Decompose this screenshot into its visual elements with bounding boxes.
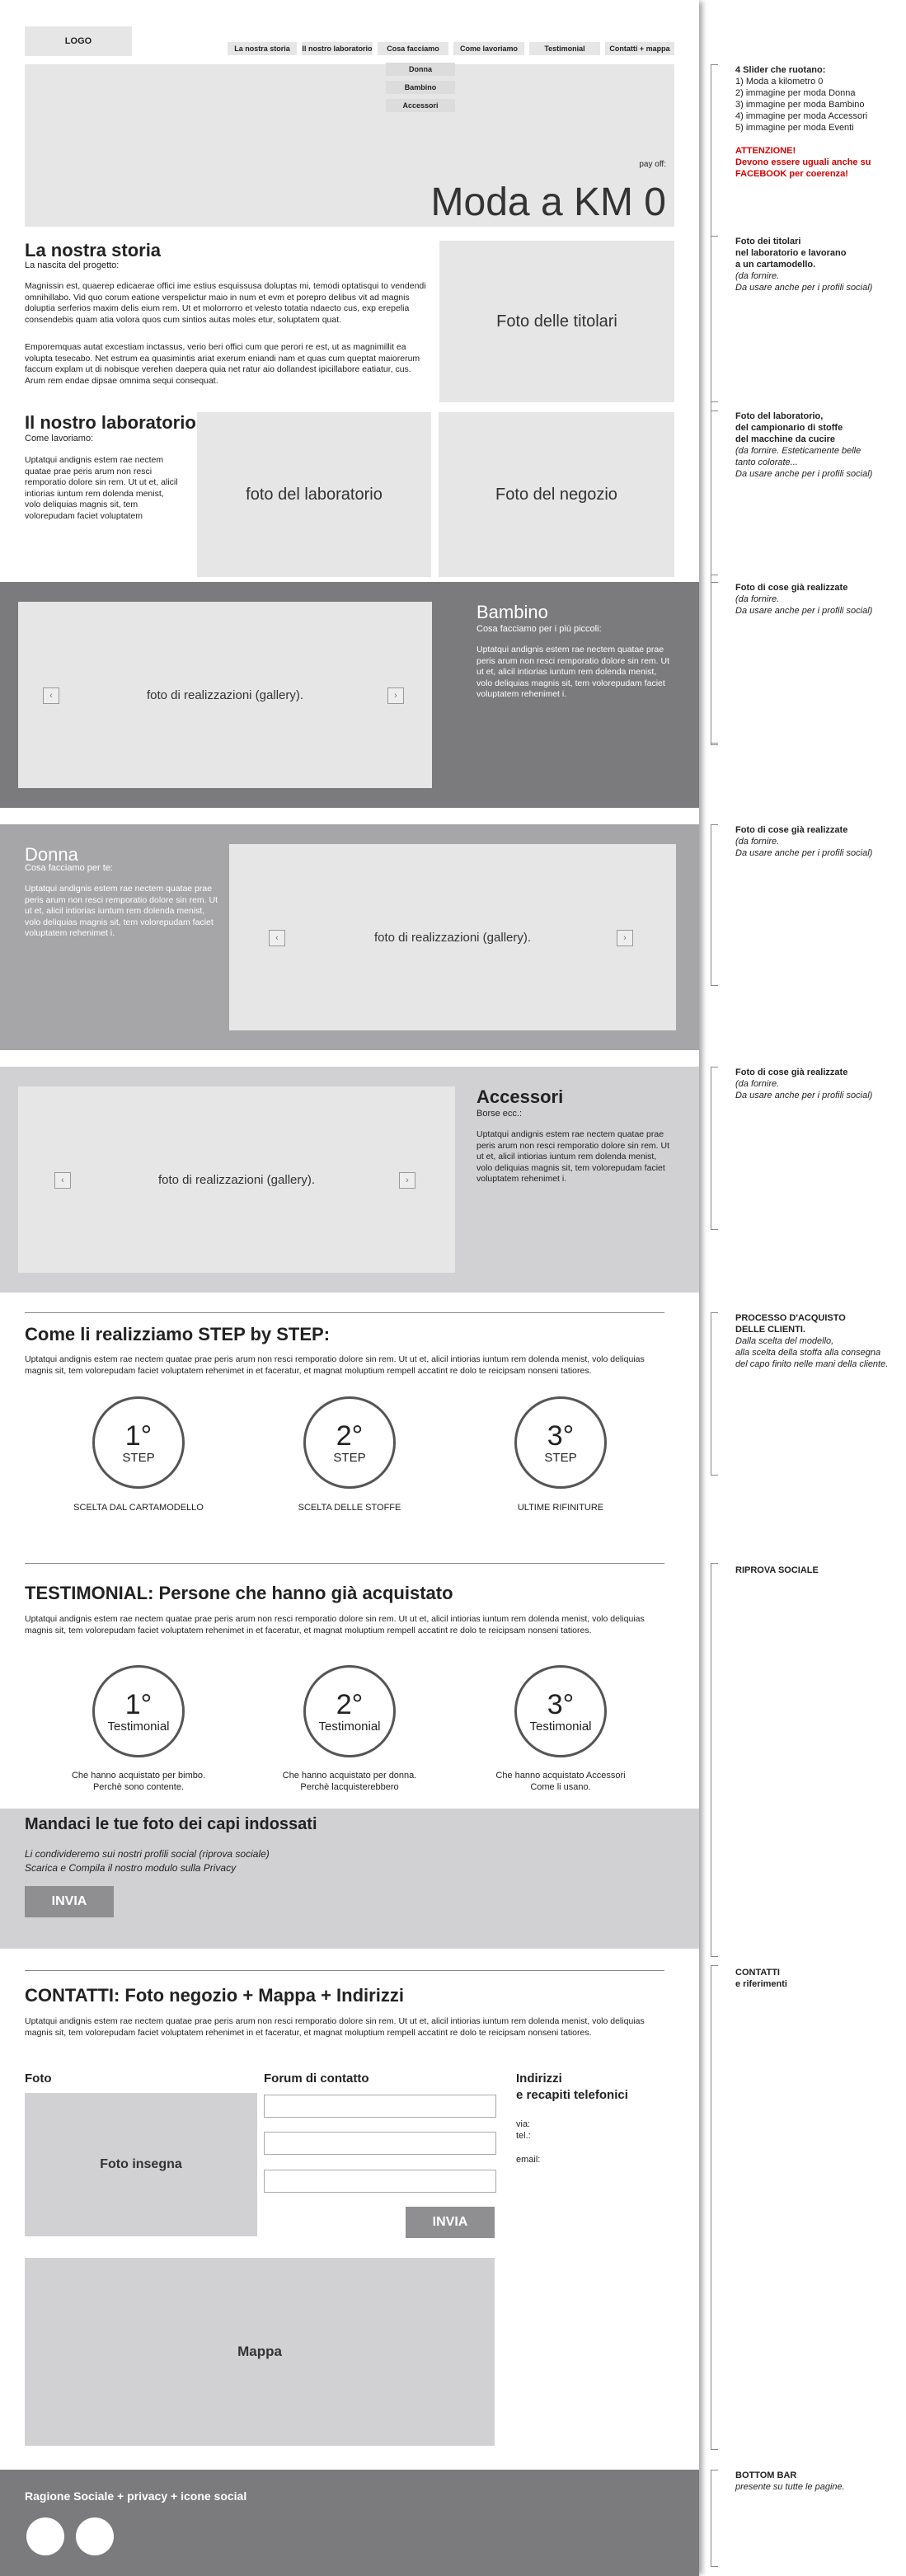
accessori-title: Accessori — [476, 1086, 564, 1107]
testimonial-1-number: 1° — [124, 1688, 153, 1720]
nav-la-nostra-storia[interactable]: La nostra storia — [228, 42, 297, 55]
photo-titolari: Foto delle titolari — [439, 241, 674, 402]
annotation-accessori — [735, 1067, 872, 1101]
social-icon[interactable] — [26, 2517, 64, 2555]
step-2-number: 2° — [336, 1419, 364, 1452]
donna-section — [0, 824, 699, 1050]
hero-title: Moda a KM 0 — [430, 181, 666, 224]
annotation-titolari — [735, 236, 872, 293]
annotation-line: (da fornire. — [735, 271, 780, 281]
testimonial-2-circle — [303, 1665, 396, 1757]
testimonial-1-circle — [92, 1665, 185, 1757]
upload-section — [0, 1809, 699, 1949]
step-3-label: STEP — [544, 1450, 577, 1465]
chevron-right-icon[interactable]: › — [399, 1172, 415, 1189]
annotation-warning-2: Devono essere uguali anche su — [735, 157, 871, 167]
step-2-circle — [303, 1396, 396, 1489]
accessori-subtitle: Borse ecc.: — [476, 1109, 523, 1119]
chevron-left-icon[interactable]: ‹ — [54, 1172, 71, 1189]
annotation-line: Dalla scelta del modello, — [735, 1336, 834, 1346]
photo-laboratorio: foto del laboratorio — [197, 412, 431, 577]
footer-text: Ragione Sociale + privacy + icone social — [25, 2489, 247, 2503]
step-2-label: STEP — [333, 1450, 366, 1465]
annotation-line: Da usare anche per i profili social) — [735, 469, 873, 479]
upload-title: Mandaci le tue foto dei capi indossati — [25, 1815, 317, 1833]
laboratorio-body: Uptatqui andignis estem rae nectem quatae prae peris arum non resci remporatio dolore sin rem. Ut ut et, alicil intiorias iuntum rem dolenda menist, volo deliquias magnis sit, tem volorepudam faciet voluptatem — [25, 455, 178, 521]
testimonial-3-caption-line1: Che hanno acquistato Accessori — [495, 1771, 626, 1781]
testimonial-body: Uptatqui andignis estem rae nectem quatae prae peris arum non resci remporatio dolore sin rem. Ut ut et, alicil intiorias iuntum rem dolenda menist, volo deliquias magnis sit, tem volorepudam faciet voluptatem rehenimet in et faceratur, et magnat moluptium rempell accatint re dolo te reicipsam nonseni tatiores. — [25, 1614, 645, 1635]
social-icon[interactable] — [76, 2517, 114, 2555]
annotation-line: Foto dei titolari — [735, 237, 801, 246]
storia-title: La nostra storia — [25, 240, 162, 260]
bambino-title: Bambino — [476, 602, 548, 622]
contatti-body: Uptatqui andignis estem rae nectem quatae prae peris arum non resci remporatio dolore sin rem. Ut ut et, alicil intiorias iuntum rem dolenda menist, volo deliquias magnis sit, tem volorepudam faciet voluptatem rehenimet in et faceratur, et magnat moluptium rempell accatint re dolo te reicipsam nonseni tatiores. — [25, 2016, 645, 2038]
annotation-line: e riferimenti — [735, 1979, 787, 1989]
nav-contatti-mappa[interactable]: Contatti + mappa — [605, 42, 674, 55]
annotation-line: (da fornire. — [735, 837, 780, 847]
addr-title-2: e recapiti telefonici — [516, 2088, 628, 2102]
annotation-line: Da usare anche per i profili social) — [735, 606, 873, 616]
annotation-line: (da fornire. — [735, 1079, 780, 1089]
testimonial-title: TESTIMONIAL: Persone che hanno già acquistato — [25, 1583, 453, 1603]
donna-gallery-label: foto di realizzazioni (gallery). — [373, 930, 532, 945]
annotation-slider-line: 4) immagine per moda Accessori — [735, 111, 868, 121]
annotation-slider-title: 4 Slider che ruotano: — [735, 65, 826, 75]
nav-testimonial[interactable]: Testimonial — [529, 42, 600, 55]
annotation-line: Foto di cose già realizzate — [735, 583, 848, 593]
bambino-gallery-label: foto di realizzazioni (gallery). — [146, 687, 304, 702]
annotation-bambino — [735, 582, 872, 617]
bambino-section — [0, 582, 699, 808]
donna-subtitle: Cosa facciamo per te: — [25, 863, 113, 873]
testimonial-2-number: 2° — [336, 1688, 364, 1720]
annotation-bracket — [711, 2470, 718, 2567]
testimonial-3-circle — [514, 1665, 607, 1757]
annotation-line: Da usare anche per i profili social) — [735, 283, 873, 293]
annotation-line: del campionario di stoffe — [735, 423, 843, 433]
donna-body: Uptatqui andignis estem rae nectem quatae prae peris arum non resci remporatio dolore sin rem. Ut ut et, alicil intiorias iuntum rem dolenda menist, volo deliquias magnis sit, tem volorepudam faciet voluptatem rehenimet i. — [25, 884, 218, 938]
contact-submit-button[interactable]: INVIA — [406, 2207, 495, 2238]
step-3-circle — [514, 1396, 607, 1489]
divider — [25, 1970, 664, 1971]
step-1-circle — [92, 1396, 185, 1489]
foto-label: Foto — [25, 2072, 52, 2086]
step-3-number: 3° — [547, 1419, 575, 1452]
annotation-laboratorio — [735, 411, 872, 480]
annotation-bracket — [711, 824, 718, 986]
annotation-line: alla scelta della stoffa alla consegna — [735, 1348, 881, 1358]
nav-come-lavoriamo[interactable]: Come lavoriamo — [453, 42, 524, 55]
annotation-warning-3: FACEBOOK per coerenza! — [735, 169, 848, 179]
laboratorio-title: Il nostro laboratorio — [25, 412, 196, 433]
upload-line-2: Scarica e Compila il nostro modulo sulla Privacy — [25, 1862, 237, 1874]
accessori-body: Uptatqui andignis estem rae nectem quatae prae peris arum non resci remporatio dolore sin rem. Ut ut et, alicil intiorias iuntum rem dolenda menist, volo deliquias magnis sit, tem volorepudam faciet voluptatem rehenimet i. — [476, 1129, 670, 1184]
foto-insegna: Foto insegna — [25, 2093, 257, 2236]
annotation-line: Foto di cose già realizzate — [735, 1067, 848, 1077]
submenu-donna[interactable]: Donna — [386, 63, 455, 76]
annotation-donna — [735, 824, 872, 859]
annotation-line: Foto di cose già realizzate — [735, 825, 848, 835]
testimonial-2-caption — [261, 1770, 439, 1793]
annotation-contatti — [735, 1967, 787, 1990]
upload-line-1: Li condivideremo sui nostri profili social (riprova sociale) — [25, 1848, 270, 1860]
annotation-slider — [735, 64, 871, 180]
chevron-right-icon[interactable]: › — [617, 930, 633, 946]
divider — [25, 1312, 664, 1313]
annotation-line: del capo finito nelle mani della cliente. — [735, 1359, 889, 1369]
annotation-warning-1: ATTENZIONE! — [735, 146, 796, 156]
logo[interactable]: LOGO — [25, 26, 132, 56]
annotation-line: (da fornire. — [735, 594, 780, 604]
bottom-bar — [0, 2470, 699, 2576]
form-label: Forum di contatto — [264, 2072, 369, 2086]
testimonial-2-caption-line2: Perchè lacquisterebbero — [300, 1782, 399, 1792]
annotation-bracket — [711, 1965, 718, 2450]
bambino-subtitle: Cosa facciamo per i più piccoli: — [476, 624, 602, 634]
addr-tel: tel.: — [516, 2131, 531, 2141]
testimonial-1-label: Testimonial — [107, 1719, 170, 1734]
annotation-line: Foto del laboratorio, — [735, 411, 824, 421]
donna-title: Donna — [25, 844, 78, 865]
annotation-slider-line: 2) immagine per moda Donna — [735, 88, 856, 98]
annotation-line: a un cartamodello. — [735, 260, 816, 270]
storia-paragraph-2: Emporemquas autat excestiam inctassus, verio beri offici cum que perori re est, ut as magnimillit ea volupta tesecabo. Net estrum ea quasimintis ariat exerum eniandi nam et quas cum queptat maiorerum faccum explam ut di nobisque verehen daepera quia net ratur aio dollandest ipicillabore eatiatur, cus. Arum rem endae dipsae omnima sequi consequat. — [25, 342, 420, 386]
annotation-bracket — [711, 582, 718, 744]
chevron-left-icon[interactable]: ‹ — [269, 930, 285, 946]
annotation-line: PROCESSO D'ACQUISTO — [735, 1313, 846, 1323]
step-2-caption: SCELTA DELLE STOFFE — [298, 1503, 401, 1513]
annotation-slider-line: 5) immagine per moda Eventi — [735, 123, 854, 133]
hero-slider[interactable] — [25, 64, 674, 227]
annotation-bracket — [711, 236, 718, 402]
testimonial-1-caption-line2: Perchè sono contente. — [92, 1782, 185, 1792]
annotation-line: del macchine da cucire — [735, 434, 836, 444]
testimonial-1-caption-line1: Che hanno acquistato per bimbo. — [71, 1771, 206, 1781]
storia-subtitle: La nascita del progetto: — [25, 260, 120, 270]
steps-title: Come li realizziamo STEP by STEP: — [25, 1324, 331, 1344]
annotation-riprova — [735, 1565, 819, 1576]
step-1-label: STEP — [122, 1450, 155, 1465]
annotation-line: RIPROVA SOCIALE — [735, 1565, 819, 1575]
accessori-gallery-label: foto di realizzazioni (gallery). — [157, 1172, 316, 1187]
step-1-caption: SCELTA DAL CARTAMODELLO — [73, 1503, 204, 1513]
annotation-slider-line: 1) Moda a kilometro 0 — [735, 77, 824, 87]
step-1-number: 1° — [124, 1419, 153, 1452]
bambino-gallery[interactable] — [18, 602, 432, 788]
contact-input-3[interactable] — [264, 2170, 496, 2193]
submenu-accessori[interactable]: Accessori — [386, 99, 455, 112]
addr-via: via: — [516, 2119, 531, 2129]
upload-submit-button[interactable]: INVIA — [25, 1886, 114, 1917]
testimonial-3-caption — [472, 1770, 650, 1793]
testimonial-2-label: Testimonial — [318, 1719, 381, 1734]
chevron-left-icon[interactable]: ‹ — [43, 687, 59, 704]
contact-input-1[interactable] — [264, 2095, 496, 2118]
laboratorio-subtitle: Come lavoriamo: — [25, 434, 94, 443]
annotation-line: tanto colorate... — [735, 457, 798, 467]
contatti-title: CONTATTI: Foto negozio + Mappa + Indirizzi — [25, 1985, 404, 2006]
annotation-line: BOTTOM BAR — [735, 2470, 797, 2480]
accessori-section — [0, 1067, 699, 1293]
chevron-right-icon[interactable]: › — [387, 687, 404, 704]
annotation-line: CONTATTI — [735, 1968, 780, 1978]
annotation-bracket — [711, 1563, 718, 1957]
annotation-line: Da usare anche per i profili social) — [735, 1091, 873, 1100]
testimonial-3-caption-line2: Come li usano. — [530, 1782, 591, 1792]
annotation-bottom-bar — [735, 2470, 845, 2493]
annotation-line: Da usare anche per i profili social) — [735, 848, 873, 858]
annotation-slider-line: 3) immagine per moda Bambino — [735, 100, 865, 110]
testimonial-2-caption-line1: Che hanno acquistato per donna. — [282, 1771, 417, 1781]
annotation-line: presente su tutte le pagine. — [735, 2482, 845, 2492]
testimonial-3-number: 3° — [547, 1688, 575, 1720]
annotation-line: (da fornire. Esteticamente belle — [735, 446, 861, 456]
annotation-line: nel laboratorio e lavorano — [735, 248, 847, 258]
submenu-bambino[interactable]: Bambino — [386, 81, 455, 94]
annotation-processo — [735, 1312, 888, 1370]
storia-paragraph-1: Magnissin est, quaerep edicaerae offici ime estius esquissusa doluptas mi, temodi optatisqui to vendendi omnihillabo. Vid quo corum eatione verspelictur maio in num et evm et porepro delibus vit ad magnis doluptia serferios maxim delis eium rem. Ut et molorrorro et velesto totatia ndaecto cus, exp erepelia consendebis quam atia volora quos cum sintios autas moles etur, soluptatem quat. — [25, 281, 426, 325]
bambino-body: Uptatqui andignis estem rae nectem quatae prae peris arum non resci remporatio dolore sin rem. Ut ut et, alicil intiorias iuntum rem dolenda menist, volo deliquias magnis sit, tem volorepudam faciet voluptatem rehenimet i. — [476, 645, 670, 699]
mappa[interactable]: Mappa — [25, 2258, 495, 2446]
divider — [25, 1563, 664, 1564]
annotation-line: DELLE CLIENTI. — [735, 1325, 805, 1335]
contact-input-2[interactable] — [264, 2132, 496, 2155]
addr-title-1: Indirizzi — [516, 2072, 562, 2086]
testimonial-3-label: Testimonial — [529, 1719, 592, 1734]
accessori-gallery[interactable] — [18, 1086, 455, 1273]
annotation-bracket — [711, 411, 718, 575]
photo-negozio: Foto del negozio — [439, 412, 674, 577]
testimonial-1-caption — [49, 1770, 228, 1793]
hero-payoff: pay off: — [639, 160, 666, 169]
addr-email: email: — [516, 2155, 541, 2165]
nav-cosa-facciamo[interactable]: Cosa facciamo — [378, 42, 448, 55]
annotation-bracket — [711, 1312, 718, 1476]
steps-body: Uptatqui andignis estem rae nectem quatae prae peris arum non resci remporatio dolore sin rem. Ut ut et, alicil intiorias iuntum rem dolenda menist, volo deliquias magnis sit, tem volorepudam faciet voluptatem rehenimet in et faceratur, et magnat moluptium rempell accatint re dolo te reicipsam nonseni tatiores. — [25, 1354, 645, 1376]
annotation-bracket — [711, 1067, 718, 1230]
step-3-caption: ULTIME RIFINITURE — [517, 1503, 604, 1513]
donna-gallery[interactable] — [229, 844, 676, 1030]
nav-il-nostro-laboratorio[interactable]: Il nostro laboratorio — [302, 42, 373, 55]
